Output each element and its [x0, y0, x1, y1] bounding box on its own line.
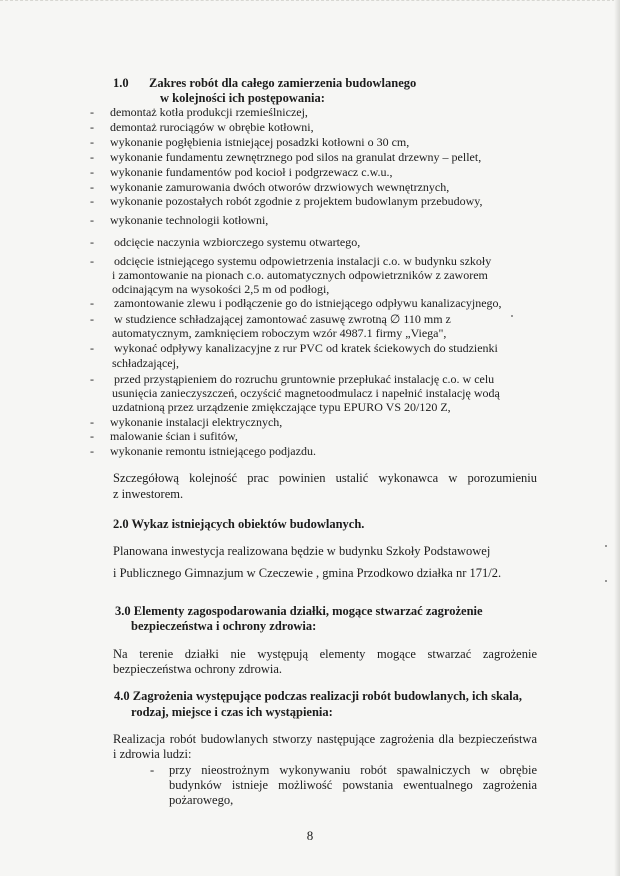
section-4-sub-line1: przy nieostrożnym wykonywaniu robót spawalniczych w obrębie	[169, 763, 537, 777]
section-3-line1: Na terenie działki nie występują elementy mogące stwarzać zagrożenie	[113, 647, 537, 661]
section-4-sub-line2: budynków istnieje możliwość powstania ewentualnego zagrożenia	[169, 778, 537, 792]
section-1-closing-line2: z inwestorem.	[113, 487, 184, 501]
section-1-title-line1: Zakres robót dla całego zamierzenia budowlanego	[149, 76, 417, 90]
scan-speck	[511, 315, 513, 317]
scan-speck	[605, 545, 607, 547]
section-4-heading-line2: rodzaj, miejsce i czas ich wystąpienia:	[131, 705, 333, 719]
section-2-line2: i Publicznego Gimnazjum w Czeczewie , gmina Przodkowo działka nr 171/2.	[113, 566, 502, 580]
page-number: 8	[306, 828, 314, 843]
section-1-heading	[113, 76, 513, 106]
section-1-title-line2: w kolejności ich postępowania:	[160, 91, 325, 105]
section-4-heading-line1: 4.0 Zagrożenia występujące podczas realizacji robót budowlanych, ich skala,	[114, 689, 522, 703]
scan-top-edge	[0, 0, 620, 4]
section-3-line2: bezpieczeństwa ochrony zdrowia.	[113, 662, 283, 676]
section-4-sub-line3: pożarowego,	[169, 793, 234, 807]
scan-speck	[605, 580, 607, 582]
section-2-heading: 2.0 Wykaz istniejących obiektów budowlanych.	[113, 517, 365, 531]
section-2-line1: Planowana inwestycja realizowana będzie w budynku Szkoły Podstawowej	[113, 544, 491, 558]
section-4-line2: i zdrowia ludzi:	[113, 747, 192, 761]
section-4-line1: Realizacja robót budowlanych stworzy następujące zagrożenia dla bezpieczeństwa	[113, 732, 537, 746]
section-3-heading-line2: bezpieczeństwa i ochrony zdrowia:	[131, 619, 317, 633]
section-1-closing-line1: Szczegółową kolejność prac powinien ustalić wykonawca w porozumieniu	[113, 471, 537, 485]
scan-right-edge	[614, 0, 620, 876]
section-4-sub-dash: -	[150, 763, 155, 777]
document-page: 1.0 Zakres robót dla całego zamierzenia budowlanego w kolejności ich postępowania: - demontaż kotła produkcji rzemieślniczej, - demontaż rurociągów w obrębie kotłowni, - wykonanie pogłębienia istniejącej posadzki kotłowni o 30 cm, - wykonanie fundamentu zewnętrznego pod silos na granulat drzewny – pellet, - wykonanie fundamentów pod kocioł i podgrzewacz c.w.u., - wykonanie zamurowania dwóch otworów drzwiowych wewnętrznych, - wykonanie pozostałych robót zgodnie z projektem budowlanym przebudowy, - wykonanie technologii kotłowni, - odcięcie naczynia wzbiorczego systemu otwartego, - odcięcie istniejącego systemu odpowietrzenia instalacji c.o. w budynku szkoły i zamontowanie na pionach c.o. automatycznych odpowietrzników z zaworem odcinającym na wysokości 2,5 m od podłogi, - zamontowanie zlewu i podłączenie go do istniejącego odpływu kanalizacyjnego, - w studzience schładzającej zamontować zasuwę zwrotną ∅ 110 mm z automatycznym, zamknięciem roboczym wzór 4987.1 firmy „Viega", - wykonać odpływy kanalizacyjne z rur PVC od kratek ściekowych do studzienki schładzającej, - przed przystąpieniem do rozruchu gruntownie przepłukać instalację c.o. w celu usunięcia zanieczyszczeń, oczyścić magnetoodmulacz i napełnić instalację wodą uzdatnioną przez urządzenie zmiękczające typu EPURO VS 20/120 Z, - wykonanie instalacji elektrycznych, - malowanie ścian i sufitów, - wykonanie remontu istniejącego podjazdu. Szczegółową kolejność prac powinien ustalić wykonawca w porozumieniu z inwestorem. 2.0 Wykaz istniejących obiektów budowlanych. Planowana inwestycja realizowana będzie w budynku Szkoły Podstawowej i Publicznego Gimnazjum w Czeczewie , gmina Przodkowo działka nr 171/2. 3.0 Elementy zagospodarowania działki, mogące stwarzać zagrożenie bezpieczeństwa i ochrony zdrowia: Na terenie działki nie występują elementy mogące stwarzać zagrożenie bezpieczeństwa ochrony zdrowia. 4.0 Zagrożenia występujące podczas realizacji robót budowlanych, ich skala, rodzaj, miejsce i czas ich wystąpienia: Realizacja robót budowlanych stworzy następujące zagrożenia dla bezpieczeństwa i zdrowia ludzi: - przy nieostrożnym wykonywaniu robót spawalniczych w obrębie budynków istnieje możliwość powstania ewentualnego zagrożenia pożarowego, 8	[0, 0, 620, 876]
section-1-number: 1.0	[113, 76, 129, 90]
section-3-heading-line1: 3.0 Elementy zagospodarowania działki, mogące stwarzać zagrożenie	[115, 604, 483, 618]
